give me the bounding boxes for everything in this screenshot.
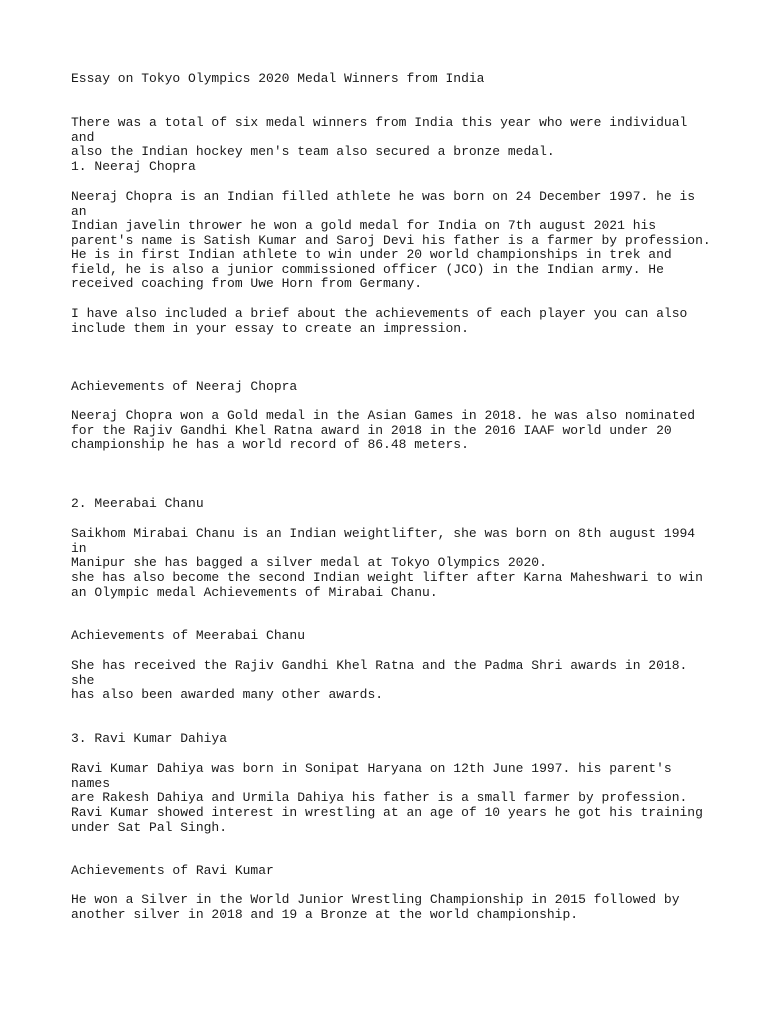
section-heading-neeraj-chopra: 1. Neeraj Chopra xyxy=(71,159,196,174)
meerabai-achievements-heading: Achievements of Meerabai Chanu xyxy=(71,628,306,643)
ravi-achievements-paragraph: He won a Silver in the World Junior Wrestling Championship in 2015 followed by another silver in 2018 and 19 a Bronze at the world championship. xyxy=(71,892,680,922)
ravi-paragraph-1: Ravi Kumar Dahiya was born in Sonipat Haryana on 12th June 1997. his parent's names are Rakesh Dahiya and Urmila Dahiya his father is a small farmer by profession. xyxy=(71,761,688,806)
neeraj-paragraph-3: I have also included a brief about the achievements of each player you can also include them in your essay to create an impression. xyxy=(71,306,688,336)
ravi-paragraph-2: Ravi Kumar showed interest in wrestling at an age of 10 years he got his training under Sat Pal Singh. xyxy=(71,805,703,835)
neeraj-achievements-paragraph: Neeraj Chopra won a Gold medal in the Asian Games in 2018. he was also nominated for the Rajiv Gandhi Khel Ratna award in 2018 in the 2016 IAAF world under 20 championship he has a world record of 86.48 meters. xyxy=(71,408,696,453)
meerabai-paragraph-2: she has also become the second Indian weight lifter after Karna Maheshwari to win an Olympic medal Achievements of Mirabai Chanu. xyxy=(71,570,703,600)
meerabai-achievements-paragraph: She has received the Rajiv Gandhi Khel Ratna and the Padma Shri awards in 2018. she has also been awarded many other awards. xyxy=(71,658,688,703)
ravi-achievements-heading: Achievements of Ravi Kumar xyxy=(71,863,274,878)
meerabai-paragraph-1: Saikhom Mirabai Chanu is an Indian weightlifter, she was born on 8th august 1994 in Manipur she has bagged a silver medal at Tokyo Olympics 2020. xyxy=(71,526,696,571)
document-title: Essay on Tokyo Olympics 2020 Medal Winners from India xyxy=(71,71,485,86)
neeraj-achievements-heading: Achievements of Neeraj Chopra xyxy=(71,379,298,394)
neeraj-paragraph-1: Neeraj Chopra is an Indian filled athlete he was born on 24 December 1997. he is an Indian javelin thrower he won a gold medal for India on 7th august 2021 his parent's name is Satish Kumar and Saroj Devi his father is a farmer by profession. xyxy=(71,189,711,248)
neeraj-paragraph-2: He is in first Indian athlete to win under 20 world championships in trek and field, he is also a junior commissioned officer (JCO) in the Indian army. He received coaching from Uwe Horn from Germany. xyxy=(71,247,672,292)
section-heading-ravi-kumar-dahiya: 3. Ravi Kumar Dahiya xyxy=(71,731,228,746)
section-heading-meerabai-chanu: 2. Meerabai Chanu xyxy=(71,496,204,511)
intro-paragraph: There was a total of six medal winners from India this year who were individual and also the Indian hockey men's team also secured a bronze medal. xyxy=(71,115,688,160)
